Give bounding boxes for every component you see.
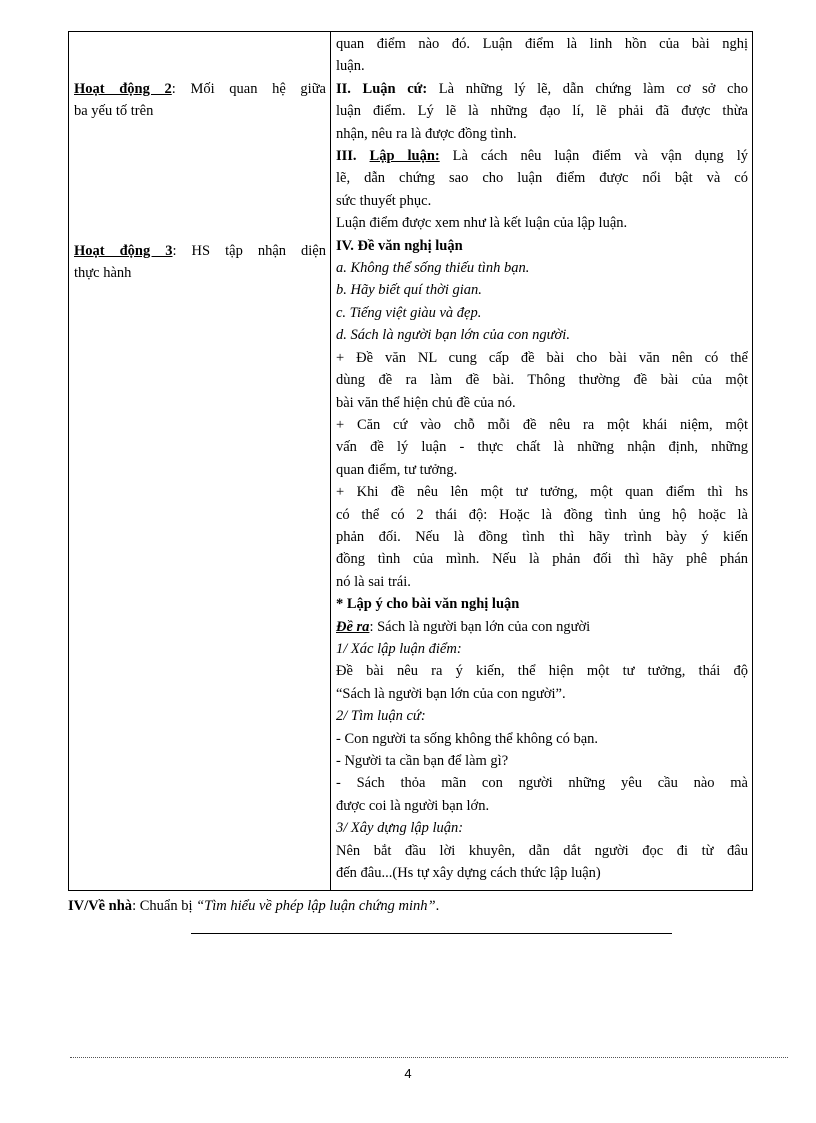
homework-text: : Chuẩn bị: [132, 898, 197, 914]
text-line: có thể có 2 thái độ: Hoặc là đồng tình ủng hộ hoặc là: [336, 506, 748, 523]
text-span: Là cách nêu luận điểm và vận dụng lý: [439, 148, 748, 165]
step-heading: 1/ Xác lập luận điểm:: [336, 640, 462, 657]
topic-text: : Sách là người bạn lớn của con người: [369, 618, 591, 635]
text-line: được coi là người bạn lớn.: [336, 797, 490, 814]
footer-divider: [70, 1057, 788, 1058]
activity-2-line2: ba yếu tố trên: [74, 103, 154, 120]
activity-3: [74, 240, 326, 285]
topic-label: Đề ra: [336, 618, 370, 635]
content-column: [331, 32, 752, 890]
example-topic: a. Không thể sống thiếu tình bạn.: [336, 260, 530, 277]
lesson-table: [68, 31, 753, 891]
homework-line: [68, 895, 439, 917]
activity-3-title: Hoạt động 3: [74, 243, 173, 259]
text-line: - Người ta cần bạn để làm gì?: [336, 753, 509, 769]
text-line: vấn đề lý luận - thực chất là những nhận định, những: [336, 439, 748, 456]
text-line: quan điểm, tư tưởng.: [336, 461, 458, 478]
text-line: + Căn cứ vào chỗ mỗi đề nêu ra một khái niệm, một: [336, 416, 748, 433]
section-3-heading: Lập luận:: [369, 148, 440, 165]
homework-quote: “Tìm hiểu về phép lập luận chứng minh”: [196, 898, 436, 914]
text-line: đến đâu...(Hs tự xây dựng cách thức lập luận): [336, 865, 601, 882]
activity-column: [69, 32, 331, 890]
separator-line: [191, 933, 672, 934]
text-line: + Đề văn NL cung cấp đề bài cho bài văn nên có thể: [336, 349, 748, 366]
text-line: sức thuyết phục.: [336, 192, 432, 209]
text-line: đồng tình của mình. Nếu là phản đối thì hãy phê phán: [336, 551, 748, 568]
text-line: - Con người ta sống không thể không có bạn.: [336, 730, 598, 747]
text-line: Đề bài nêu ra ý kiến, thể hiện một tư tưởng, thái độ: [336, 663, 748, 680]
step-heading: 3/ Xây dựng lập luận:: [336, 820, 464, 837]
activity-3-line2: thực hành: [74, 265, 132, 282]
section-5-heading: * Lập ý cho bài văn nghị luận: [336, 596, 520, 613]
step-heading: 2/ Tìm luận cứ:: [336, 708, 426, 725]
topic-line: [336, 616, 748, 638]
section-2-heading: II. Luận cứ:: [336, 80, 428, 97]
section-3-number: III.: [336, 148, 357, 165]
text-line: - Sách thỏa mãn con người những yêu cầu nào mà: [336, 775, 748, 792]
activity-3-text: : HS tập nhận diện: [172, 243, 326, 259]
section-3-first-line: [336, 145, 748, 167]
activity-2-title: Hoạt động 2: [74, 81, 172, 97]
example-topic: c. Tiếng việt giàu và đẹp.: [336, 304, 482, 321]
text-line: nó là sai trái.: [336, 573, 411, 590]
text-line: dùng đề ra làm đề bài. Thông thường đề bài của một: [336, 372, 748, 389]
text-line: luận điểm. Lý lẽ là những đạo lí, lẽ phải đã được thừa: [336, 103, 748, 120]
text-line: quan điểm nào đó. Luận điểm là linh hồn của bài nghị: [336, 36, 748, 52]
text-line: Nên bắt đầu lời khuyên, dẫn dắt người đọc đi từ đâu: [336, 842, 748, 859]
homework-end: .: [435, 898, 440, 914]
text-line: “Sách là người bạn lớn của con người”.: [336, 685, 566, 702]
section-4-heading: IV. Đề văn nghị luận: [336, 237, 463, 254]
text-line: bài văn thể hiện chủ đề của nó.: [336, 394, 516, 411]
text-line: lẽ, dẫn chứng sao cho luận điểm được nổi bật và có: [336, 170, 748, 187]
activity-2: [74, 78, 326, 123]
example-topic: d. Sách là người bạn lớn của con người.: [336, 327, 570, 344]
example-topic: b. Hãy biết quí thời gian.: [336, 282, 482, 299]
section-2-first-line: [336, 78, 748, 100]
text-span: Là những lý lẽ, dẫn chứng làm cơ sở cho: [427, 80, 748, 97]
text-line: Luận điểm được xem như là kết luận của lập luận.: [336, 215, 628, 232]
text-line: luận.: [336, 58, 365, 75]
homework-label: IV/Về nhà: [68, 898, 133, 914]
text-line: phản đối. Nếu là đồng tình thì hãy trình bày ý kiến: [336, 528, 748, 545]
text-line: + Khi đề nêu lên một tư tưởng, một quan điểm thì hs: [336, 484, 748, 501]
text-line: nhận, nêu ra là được đồng tình.: [336, 125, 517, 142]
page-number: 4: [404, 1066, 412, 1081]
activity-2-text: : Mối quan hệ giữa: [171, 81, 326, 97]
